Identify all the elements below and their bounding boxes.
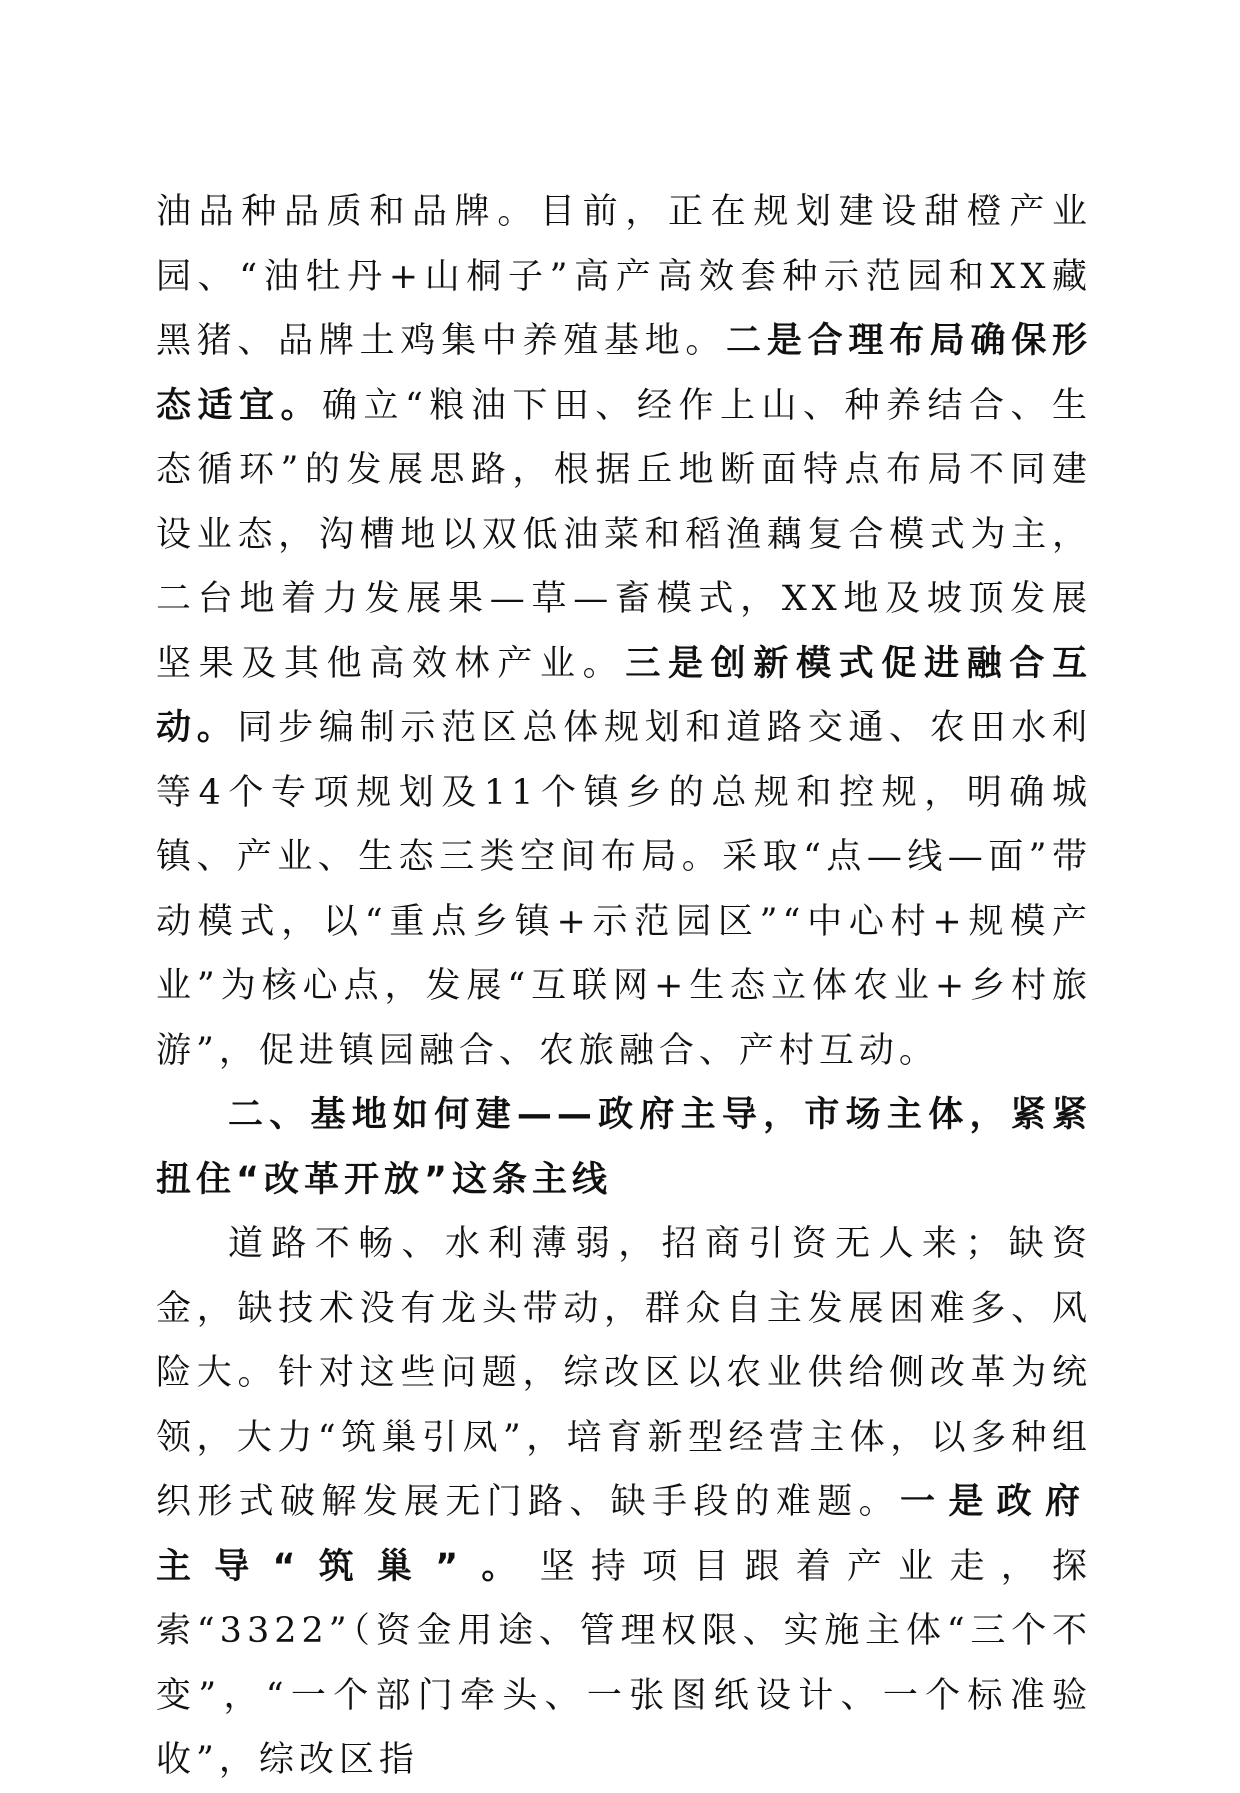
paragraph-text: 确立“粮油下田、经作上山、种养结合、生态循环”的发展思路，根据丘地断面特点布局不同建设业态，沟槽地以双低油菜和稻渔藕复合模式为主，二台地着力发展果—草—畜模式，XX地及坡顶发展坚果及其他高效林产业。 [156,385,1092,684]
paragraph-text: 同步编制示范区总体规划和道路交通、农田水利等4个专项规划及11个镇乡的总规和控规，明确城镇、产业、生态三类空间布局。采取“点—线—面”带动模式，以“重点乡镇+示范园区”“中心村+规模产业”为核心点，发展“互联网+生态立体农业+乡村旅游”，促进镇园融合、农旅融合、产村互动。 [156,708,1092,1071]
document-body [156,180,1092,1793]
section-heading: 二、基地如何建——政府主导，市场主体，紧紧扭住“改革开放”这条主线 [156,1095,1092,1200]
bold-point-one: 一是政府主导“筑巢”。 [156,1482,1092,1587]
body-paragraph [156,180,1092,1083]
bold-point-two: 二是合理布局确保形态适宜。 [156,321,1092,426]
paragraph-text: 油品种品质和品牌。目前，正在规划建设甜橙产业园、“油牡丹+山桐子”高产高效套种示范园和XX藏黑猪、品牌土鸡集中养殖基地。 [156,192,1092,361]
paragraph-text: 坚持项目跟着产业走，探索“3322”（资金用途、管理权限、实施主体“三个不变”，“一个部门牵头、一张图纸设计、一个标准验收”，综改区指 [156,1546,1092,1780]
bold-point-three: 三是创新模式促进融合互动。 [156,643,1092,748]
body-paragraph [156,1212,1092,1793]
paragraph-text: 道路不畅、水利薄弱，招商引资无人来；缺资金，缺技术没有龙头带动，群众自主发展困难多、风险大。针对这些问题，综改区以农业供给侧改革为统领，大力“筑巢引凤”，培育新型经营主体，以多种组织形式破解发展无门路、缺手段的难题。 [156,1224,1092,1522]
